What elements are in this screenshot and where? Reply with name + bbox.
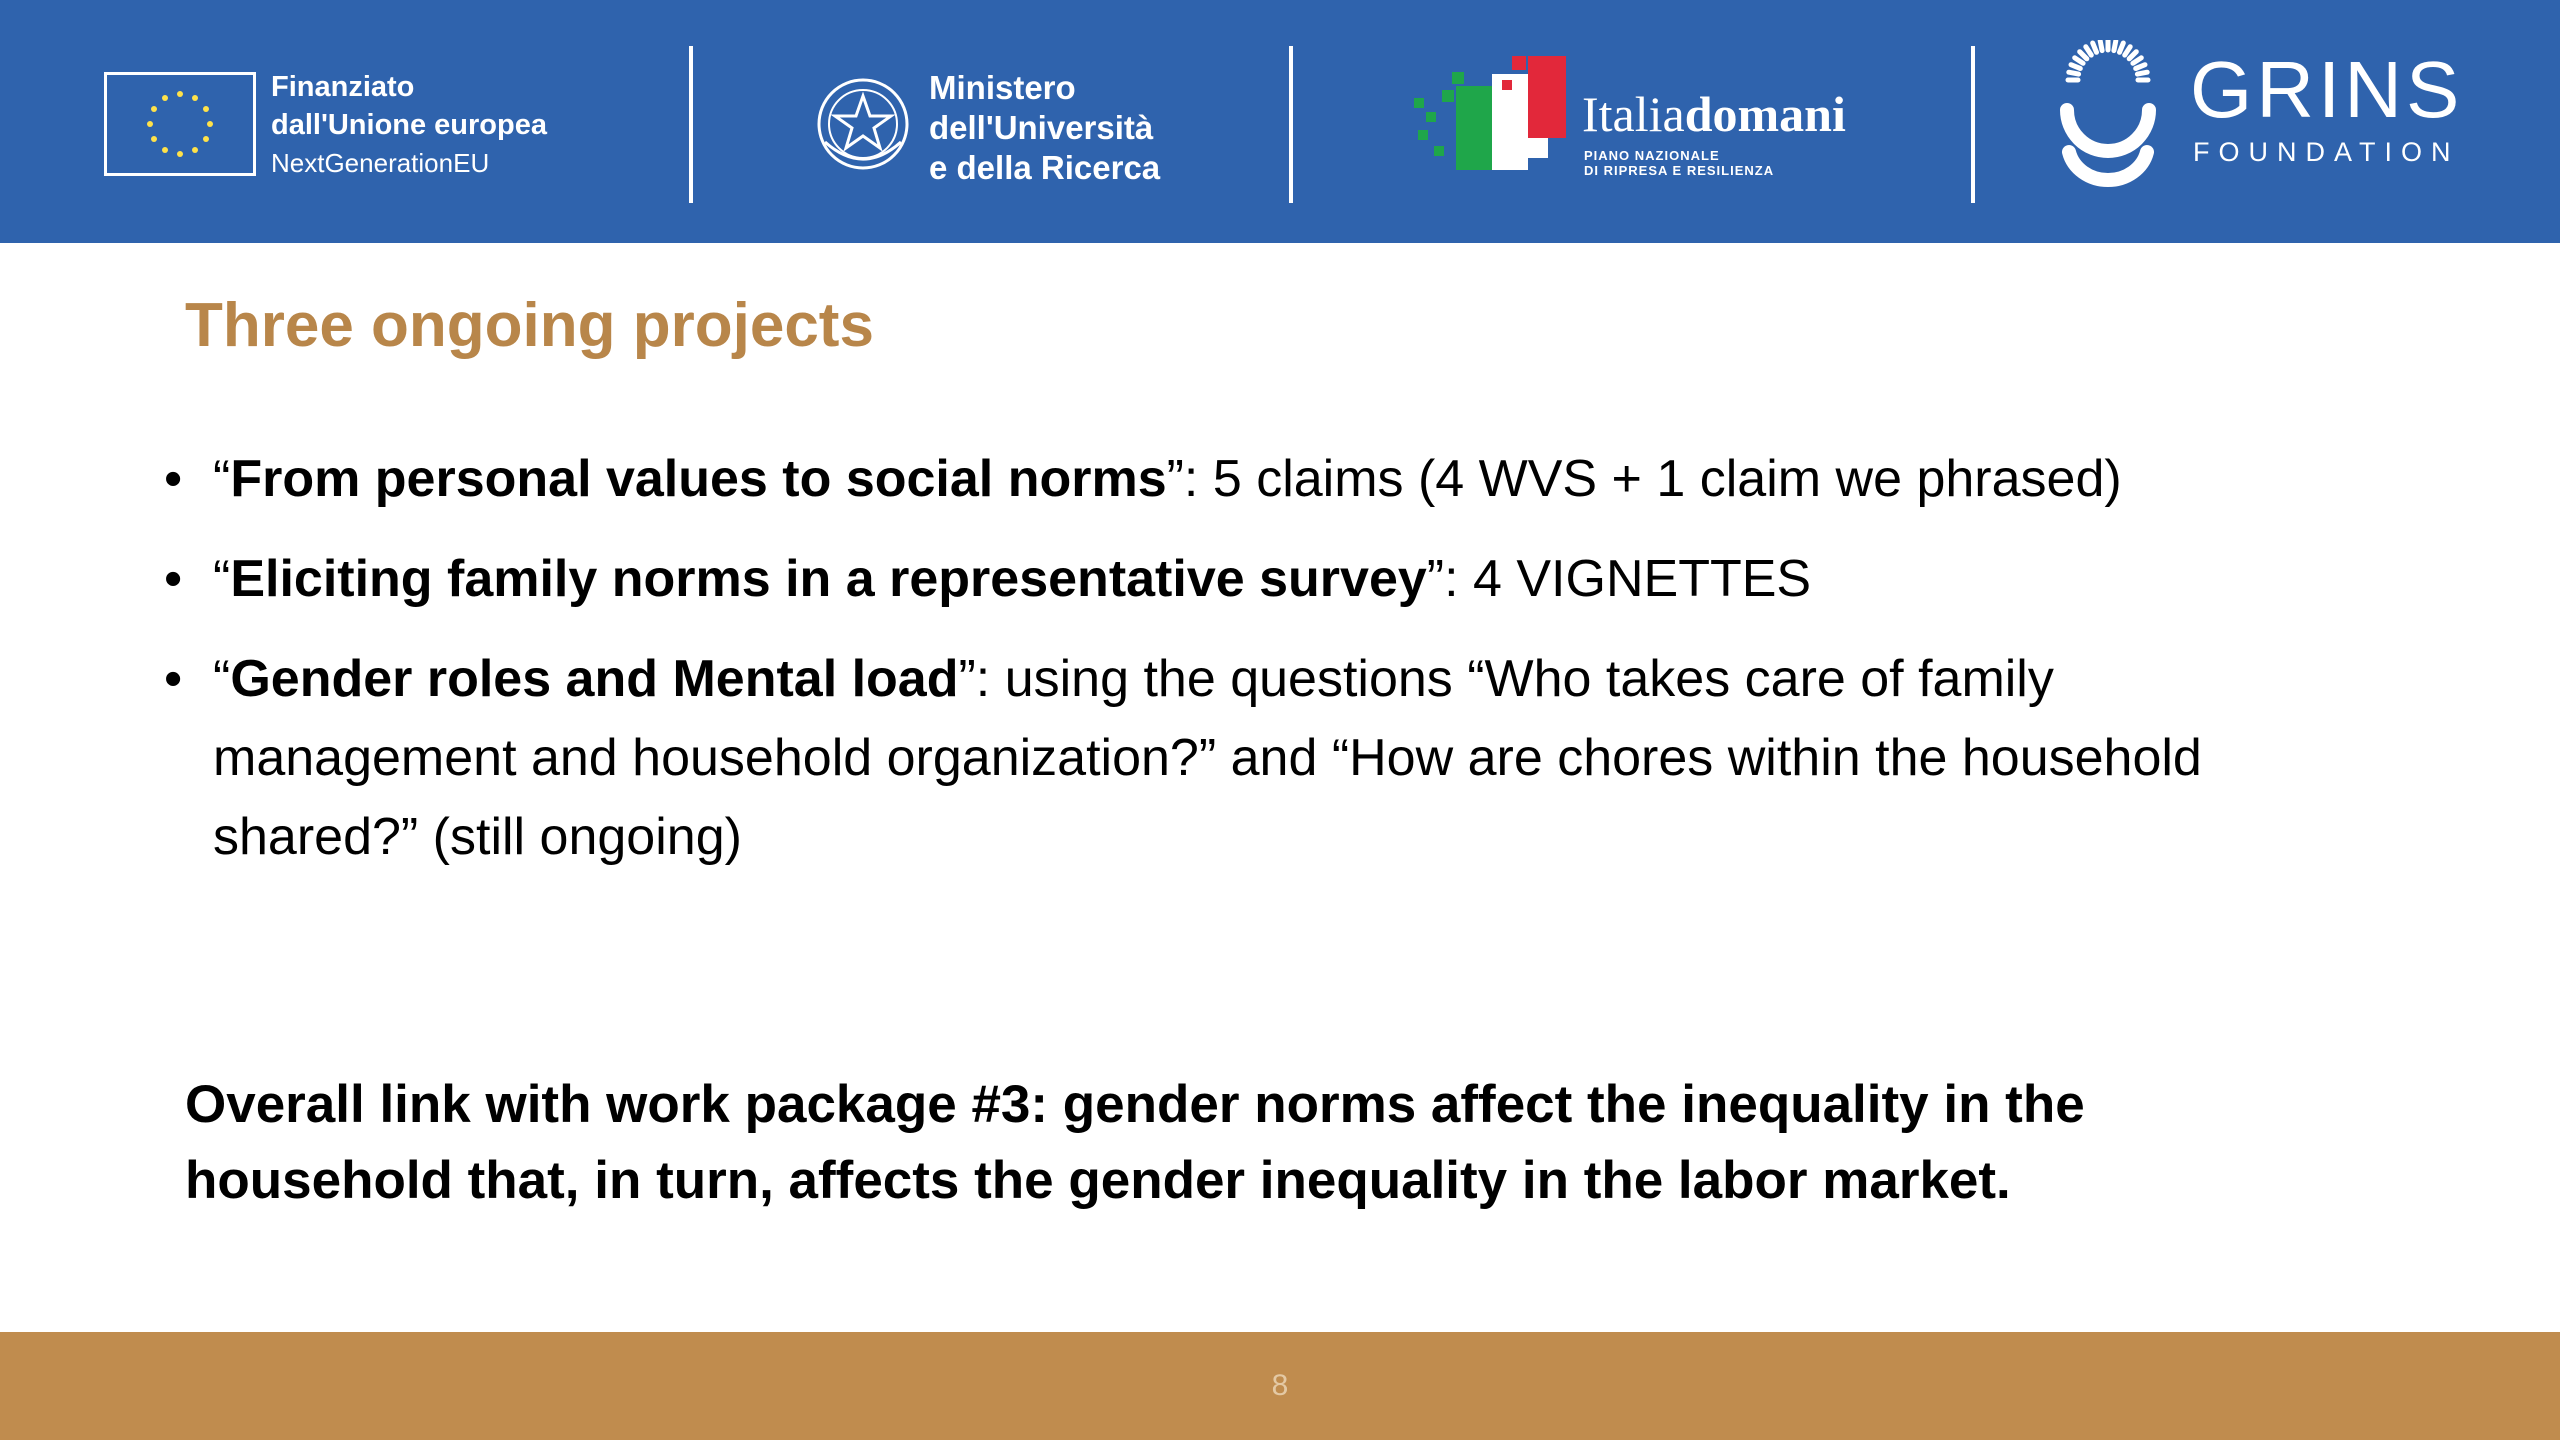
eu-star-icon xyxy=(192,147,198,153)
grins-tick xyxy=(2114,41,2116,51)
italian-republic-emblem-icon xyxy=(815,72,911,176)
eu-star-icon xyxy=(177,151,183,157)
italiadomani-wordmark xyxy=(1582,86,1846,142)
ministry-line-3: e della Ricerca xyxy=(929,149,1161,186)
header-divider xyxy=(1289,46,1293,203)
header-divider xyxy=(689,46,693,203)
project-description: ”: 5 claims (4 WVS + 1 claim we phrased) xyxy=(1166,450,2122,508)
eu-star-icon xyxy=(151,106,157,112)
italiadomani-subtitle xyxy=(1584,148,1774,178)
italiadomani-word-bold: domani xyxy=(1684,86,1846,142)
eu-star-icon xyxy=(207,121,213,127)
header-divider xyxy=(1971,46,1975,203)
project-name: From personal values to social norms xyxy=(230,450,1167,508)
project-description: ”: using the questions “Who takes care of family management and household organization?” and “How are chores within the household shared?” (still ongoing) xyxy=(213,650,2202,866)
overall-link-statement: Overall link with work package #3: gender norms affect the inequality in the household that, in turn, affects the gender inequality in the labor market. xyxy=(185,1075,2085,1210)
ministry-label xyxy=(929,68,1160,188)
ministry-line-1: Ministero xyxy=(929,69,1076,106)
bullet-marker: • xyxy=(164,550,183,608)
grins-tick xyxy=(2086,47,2092,55)
eu-star-icon xyxy=(192,95,198,101)
grins-tick xyxy=(2120,43,2124,52)
eu-star-icon xyxy=(151,136,157,142)
eu-star-icon xyxy=(177,91,183,97)
grins-tick xyxy=(2080,52,2087,59)
open-quote: “ xyxy=(213,550,231,608)
open-quote: “ xyxy=(213,650,231,708)
grins-tick xyxy=(2136,65,2145,69)
list-item xyxy=(160,640,2340,877)
eu-star-icon xyxy=(147,121,153,127)
eu-star-icon xyxy=(203,136,209,142)
grins-tick xyxy=(2129,52,2136,59)
grins-subtitle: FOUNDATION xyxy=(2193,137,2460,167)
grins-wordmark: GRINS xyxy=(2190,45,2464,134)
project-description: ”: 4 VIGNETTES xyxy=(1426,550,1812,608)
grins-tick xyxy=(2071,65,2080,69)
project-list xyxy=(160,440,2340,898)
list-item xyxy=(160,540,2340,619)
italiadomani-sub-2: DI RIPRESA E RESILIENZA xyxy=(1584,163,1775,178)
project-name: Gender roles and Mental load xyxy=(230,650,959,708)
eu-line-1: Finanziato xyxy=(271,71,415,103)
header-band xyxy=(0,0,2560,243)
eu-flag-icon xyxy=(104,72,256,176)
grins-tick xyxy=(2093,43,2097,52)
eu-star-icon xyxy=(203,106,209,112)
bullet-marker: • xyxy=(164,450,183,508)
grins-tick xyxy=(2133,58,2141,64)
page-number: 8 xyxy=(1271,1369,1289,1402)
slide-title: Three ongoing projects xyxy=(185,291,874,360)
list-item xyxy=(160,440,2340,519)
grins-logo-icon xyxy=(2055,40,2161,200)
grins-tick xyxy=(2137,72,2147,74)
eu-funding-label xyxy=(271,68,547,182)
eu-star-icon xyxy=(162,147,168,153)
ministry-line-2: dell'Università xyxy=(929,109,1154,146)
eu-line-3: NextGenerationEU xyxy=(271,148,490,178)
bullet-marker: • xyxy=(164,650,183,708)
grins-tick xyxy=(2069,72,2079,74)
grins-tick xyxy=(2125,47,2131,55)
grins-tick xyxy=(2100,41,2102,51)
grins-tick xyxy=(2075,58,2083,64)
italiadomani-sub-1: PIANO NAZIONALE xyxy=(1584,148,1720,163)
eu-line-2: dall'Unione europea xyxy=(271,109,547,141)
eu-star-icon xyxy=(162,95,168,101)
italiadomani-logo-icon xyxy=(1412,50,1572,186)
italiadomani-word-regular: Italia xyxy=(1582,86,1685,142)
project-name: Eliciting family norms in a representative survey xyxy=(230,550,1427,608)
open-quote: “ xyxy=(213,450,231,508)
